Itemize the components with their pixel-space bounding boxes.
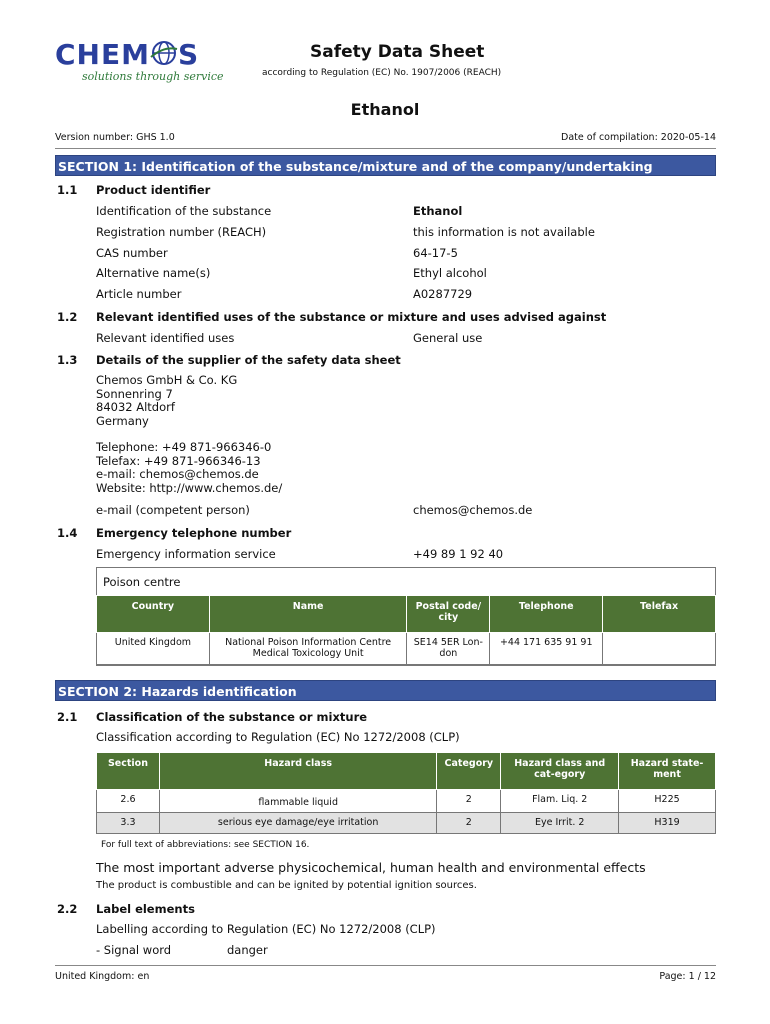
globe-icon xyxy=(150,40,178,73)
footer-divider xyxy=(55,965,716,966)
table-cell: H225 xyxy=(619,790,716,813)
subsection-number: 2.2 xyxy=(57,902,78,916)
column-header: Section xyxy=(97,753,160,790)
chemos-logo xyxy=(55,38,199,73)
document-subtitle: according to Regulation (EC) No. 1907/2006 (REACH) xyxy=(262,68,502,78)
poison-centre-table xyxy=(96,595,716,666)
column-header: Name xyxy=(209,596,407,633)
document-title: Safety Data Sheet xyxy=(310,42,485,62)
subsection-number: 2.1 xyxy=(57,710,78,724)
field-label: Registration number (REACH) xyxy=(96,225,267,239)
table-cell: United Kingdom xyxy=(97,633,210,666)
field-label: Relevant identified uses xyxy=(96,331,235,345)
address-line: Germany xyxy=(96,413,149,428)
version-number: Version number: GHS 1.0 xyxy=(55,132,175,143)
table-cell: flammable liquid xyxy=(159,790,436,813)
address-line: 84032 Altdorf xyxy=(96,400,175,414)
column-header: Hazard class xyxy=(159,753,436,790)
column-header: Telefax xyxy=(603,596,716,633)
signal-word-label: - Signal word xyxy=(96,943,172,957)
table-row xyxy=(97,813,716,834)
subsection-number: 1.3 xyxy=(57,353,78,367)
table-cell: 3.3 xyxy=(97,813,160,834)
table-cell: 2.6 xyxy=(97,790,160,813)
contact-line: e-mail: chemos@chemos.de xyxy=(96,467,259,481)
table-cell: National Poison Information Centre Medical Toxicology Unit xyxy=(209,633,407,666)
field-value: chemos@chemos.de xyxy=(413,503,533,517)
subsection-heading: Relevant identified uses of the substance or mixture and uses advised against xyxy=(96,310,607,324)
address-line: Sonnenring 7 xyxy=(96,386,173,401)
labelling-intro: Labelling according to Regulation (EC) No 1272/2008 (CLP) xyxy=(96,922,436,936)
effects-text: The product is combustible and can be ignited by potential ignition sources. xyxy=(96,880,477,891)
column-header: Hazard class and cat-egory xyxy=(501,753,619,790)
supplier-address xyxy=(96,374,237,428)
table-cell xyxy=(603,633,716,666)
table-cell: 2 xyxy=(437,790,501,813)
logo-text-left: CHEM xyxy=(55,38,150,71)
contact-line: Telephone: +49 871-966346-0 xyxy=(96,440,272,454)
effects-heading: The most important adverse physicochemical, human health and environmental effects xyxy=(96,860,646,875)
column-header: Country xyxy=(97,596,210,633)
hazard-classification-table xyxy=(96,752,716,834)
column-header: Postal code/ city xyxy=(407,596,490,633)
table-cell: 2 xyxy=(437,813,501,834)
table-cell: +44 171 635 91 91 xyxy=(490,633,603,666)
subsection-heading: Emergency telephone number xyxy=(96,526,292,540)
compilation-date: Date of compilation: 2020-05-14 xyxy=(561,132,716,143)
header-divider xyxy=(55,148,716,149)
substance-name: Ethanol xyxy=(350,100,420,119)
section-1-title: SECTION 1: Identification of the substance/mixture and of the company/undertaking xyxy=(55,155,716,176)
contact-line: Website: http://www.chemos.de/ xyxy=(96,480,283,495)
field-label: CAS number xyxy=(96,246,168,260)
field-label: Alternative name(s) xyxy=(96,266,211,280)
signal-word-value: danger xyxy=(227,943,268,957)
table-header-row xyxy=(97,753,716,790)
table-cell: Flam. Liq. 2 xyxy=(501,790,619,813)
logo-tagline: solutions through service xyxy=(82,70,224,83)
field-value: Ethyl alcohol xyxy=(413,266,487,280)
supplier-contacts xyxy=(96,441,282,495)
field-label: Emergency information service xyxy=(96,547,276,561)
field-label: Article number xyxy=(96,287,182,301)
field-value: 64-17-5 xyxy=(413,246,458,260)
logo-text-right: S xyxy=(177,38,200,71)
table-cell: Eye Irrit. 2 xyxy=(501,813,619,834)
subsection-heading: Product identifier xyxy=(96,183,211,197)
abbreviation-note: For full text of abbreviations: see SECTION 16. xyxy=(101,840,310,850)
footer-locale: United Kingdom: en xyxy=(55,971,150,982)
poison-centre-title: Poison centre xyxy=(103,575,181,589)
field-value: this information is not available xyxy=(413,225,595,239)
subsection-heading: Label elements xyxy=(96,902,195,916)
section-2-title: SECTION 2: Hazards identification xyxy=(55,680,716,701)
subsection-heading: Classification of the substance or mixture xyxy=(96,710,368,724)
table-cell: H319 xyxy=(619,813,716,834)
field-value: General use xyxy=(413,331,483,345)
page-number: Page: 1 / 12 xyxy=(659,971,716,982)
table-row xyxy=(97,790,716,813)
table-row xyxy=(97,633,716,666)
subsection-number: 1.1 xyxy=(57,183,78,197)
field-value: A0287729 xyxy=(413,287,473,301)
field-label: Identification of the substance xyxy=(96,204,272,218)
field-value: Ethanol xyxy=(413,204,463,218)
column-header: Category xyxy=(437,753,501,790)
table-cell: serious eye damage/eye irritation xyxy=(159,813,436,834)
table-header-row xyxy=(97,596,716,633)
column-header: Hazard state-ment xyxy=(619,753,716,790)
table-cell: SE14 5ER Lon-don xyxy=(407,633,490,666)
subsection-heading: Details of the supplier of the safety data sheet xyxy=(96,353,401,367)
classification-intro: Classification according to Regulation (EC) No 1272/2008 (CLP) xyxy=(96,730,460,744)
column-header: Telephone xyxy=(490,596,603,633)
field-value: +49 89 1 92 40 xyxy=(413,547,504,561)
subsection-number: 1.2 xyxy=(57,310,78,324)
contact-line: Telefax: +49 871-966346-13 xyxy=(96,453,261,468)
field-label: e-mail (competent person) xyxy=(96,503,250,517)
subsection-number: 1.4 xyxy=(57,526,78,540)
address-line: Chemos GmbH & Co. KG xyxy=(96,373,238,387)
